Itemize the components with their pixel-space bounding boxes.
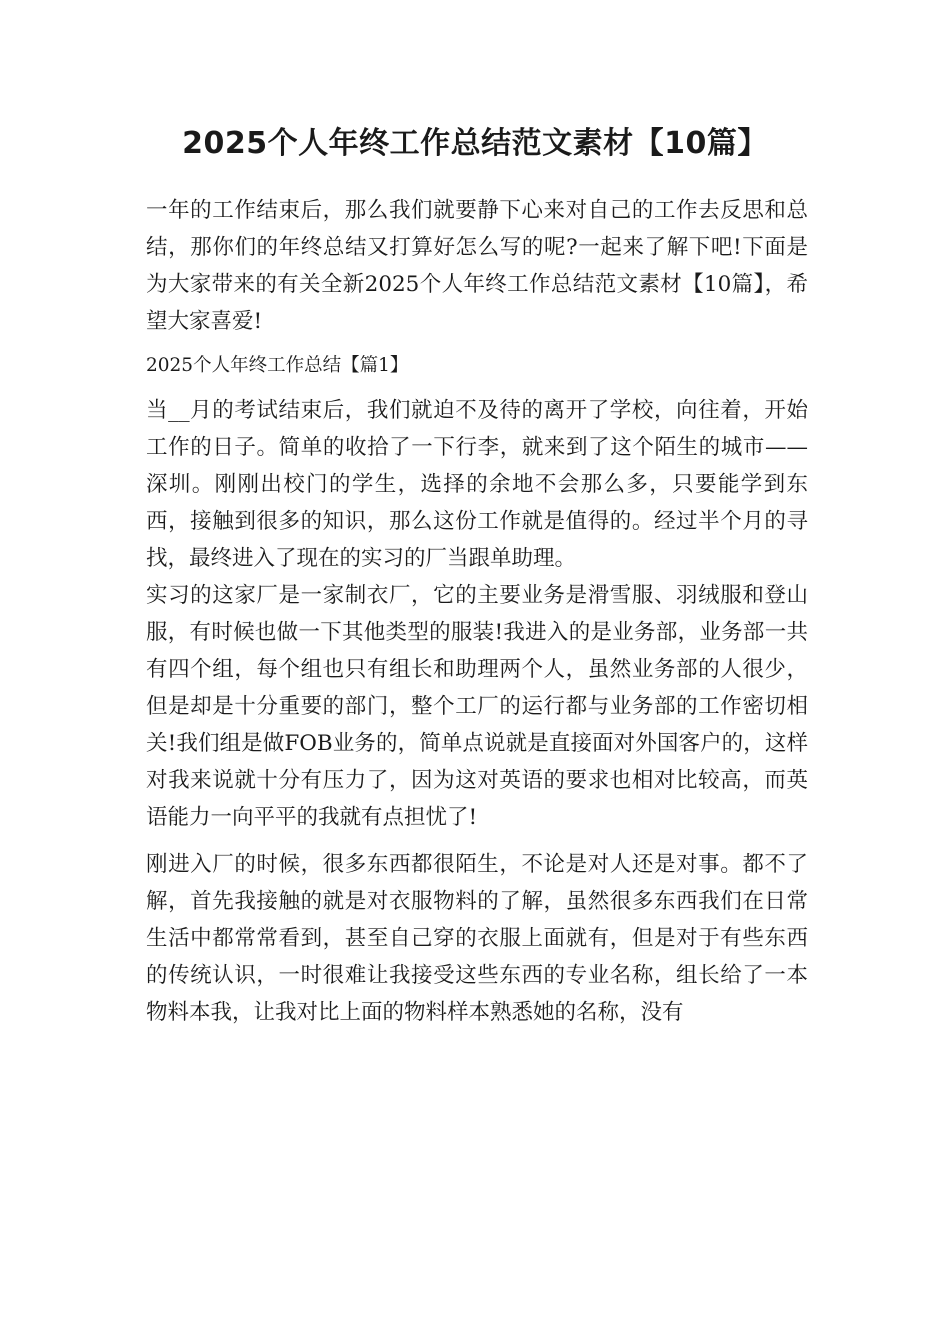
document-title: 2025个人年终工作总结范文素材【10篇】	[182, 126, 768, 161]
intro-paragraph: 一年的工作结束后，那么我们就要静下心来对自己的工作去反思和总结，那你们的年终总结又打算好怎么写的呢?一起来了解下吧!下面是为大家带来的有关全新2025个人年终工作总结范文素材【10篇】，希望大家喜爱!	[146, 198, 808, 334]
body-paragraph: 刚进入厂的时候，很多东西都很陌生，不论是对人还是对事。都不了解，首先我接触的就是对衣服物料的了解，虽然很多东西我们在日常生活中都常常看到，甚至自己穿的衣服上面就有，但是对于有些东西的传统认识，一时很难让我接受这些东西的专业名称，组长给了一本物料本我，让我对比上面的物料样本熟悉她的名称，没有	[146, 852, 808, 1025]
document-body	[146, 192, 808, 1041]
body-paragraph: 当__月的考试结束后，我们就迫不及待的离开了学校，向往着，开始工作的日子。简单的收拾了一下行李，就来到了这个陌生的城市——深圳。刚刚出校门的学生，选择的余地不会那么多，只要能学到东西，接触到很多的知识，那么这份工作就是值得的。经过半个月的寻找，最终进入了现在的实习的厂当跟单助理。	[146, 398, 808, 571]
section-heading: 2025个人年终工作总结【篇1】	[146, 355, 409, 376]
body-paragraph: 实习的这家厂是一家制衣厂，它的主要业务是滑雪服、羽绒服和登山服，有时候也做一下其他类型的服装!我进入的是业务部，业务部一共有四个组，每个组也只有组长和助理两个人，虽然业务部的人很少，但是却是十分重要的部门，整个工厂的运行都与业务部的工作密切相关!我们组是做FOB业务的，简单点说就是直接面对外国客户的，这样对我来说就十分有压力了，因为这对英语的要求也相对比较高，而英语能力一向平平的我就有点担忧了!	[146, 583, 808, 830]
